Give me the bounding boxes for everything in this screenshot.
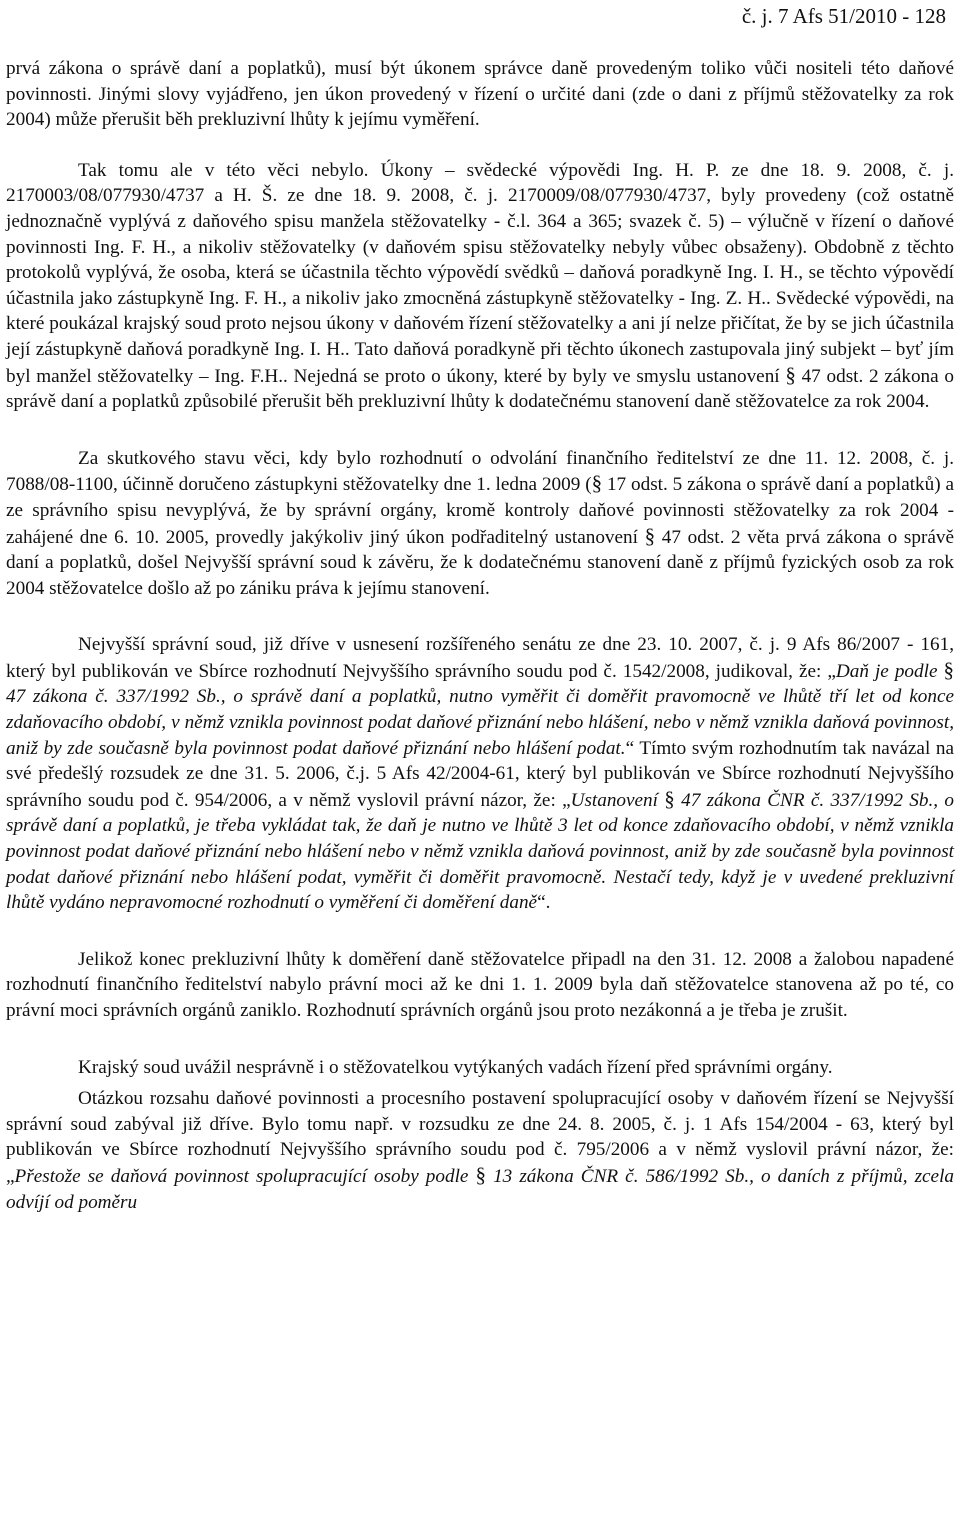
- paragraph-2: [6, 158, 954, 415]
- text-run: Nejvyšší správní soud, již dříve v usnesení rozšířeného senátu ze dne 23. 10. 2007, č. j. 9 Afs 86/2007 - 161, který byl publikován ve Sbírce rozhodnutí Nejvyššího správního soudu pod č. 1542/2008, judikoval, že: „: [6, 634, 954, 682]
- text-run: 17 odst. 5 zákona o správě daní a poplatků) a ze správního spisu nevyplývá, že by správní orgány, kromě kontroly daňové povinnosti stěžovatelky za rok 2004 - zahájené dne 6. 10. 2005, provedly jakýkoliv jiný úkon podřaditelný ustanovení: [6, 474, 955, 548]
- text-run: “.: [537, 892, 551, 914]
- italic-quote: 47 zákona ČNR č. 337/1992 Sb., o správě daní a poplatků, je třeba vykládat tak, že daň je nutno ve lhůtě 3 let od konce zdaňovacího období, v němž vznikla povinnost podat daňové přiznání nebo hlášení nebo v němž vznikla daňová povinnost, aniž by zde současně byla povinnost podat daňové přiznání nebo hlášení podat, vyměřit či doměřit pravomocně. Nestačí tedy, když je v uvedené prekluzivní lhůtě vydáno nepravomocné rozhodnutí o vyměření či doměření daně: [6, 789, 954, 914]
- italic-quote: Přestože se daňová povinnost spolupracující osoby podle: [14, 1165, 476, 1187]
- text-run: prvá zákona o správě daní a poplatků), musí být úkonem správce daně provedeným toliko vůči nositeli této daňové povinnosti. Jinými slovy vyjádřeno, jen úkon provedený v řízení o určité dani (zde o dani z příjmů stěžovatelky za rok 2004) může přerušit běh prekluzivní lhůty k jejímu vyměření.: [6, 58, 954, 131]
- case-number-header: č. j. 7 Afs 51/2010 - 128: [741, 4, 946, 28]
- paragraph-4: [6, 632, 954, 916]
- italic-quote: Ustanovení: [570, 789, 665, 811]
- text-run: Otázkou rozsahu daňové povinnosti a procesního postavení spolupracující osoby v daňovém řízení se Nejvyšší správní soud zabýval již dříve. Bylo tomu např. v rozsudku ze dne 24. 8. 2005, č. j. 1 Afs 154/2004 - 63, který byl publikován ve Sbírce rozhodnutí Nejvyššího správního soudu pod č. 795/2006 a v němž vyslovil právní názor, že: „: [6, 1088, 954, 1187]
- section-sign: §: [591, 471, 603, 496]
- text-run: Jelikož konec prekluzivní lhůty k doměření daně stěžovatelce připadl na den 31. 12. 2008 a žalobou napadené rozhodnutí finančního ředitelství nabylo právní moci až ke dni 1. 1. 2009 byla daň stěžovatelce stanovena až po té, co právní moci správních orgánů zaniklo. Rozhodnutí správních orgánů jsou proto nezákonná a je třeba je zrušit.: [6, 948, 954, 1021]
- document-body: [6, 56, 954, 1215]
- text-run: Za skutkového stavu věci, kdy bylo rozhodnutí o odvolání finančního ředitelství ze dne 11. 12. 2008, č. j. 7088/08-1100, účinně doručeno zástupkyni stěžovatelky dne 1. ledna 2009 (: [6, 447, 954, 496]
- italic-quote: 47 zákona č. 337/1992 Sb., o správě daní a poplatků, nutno vyměřit či doměřit pravomocně ve lhůtě tří let od konce zdaňovacího období, v němž vznikla povinnost podat daňové přiznání nebo hlášení, nebo v němž vznikla daňová povinnost, aniž by zde současně byla povinnost podat daňové přiznání nebo hlášení podat.: [6, 686, 954, 759]
- paragraph-3: [6, 446, 954, 602]
- paragraph-5: [6, 947, 954, 1024]
- text-run: “ Tímto svým rozhodnutím tak navázal na své předešlý rozsudek ze dne 31. 5. 2006, č.j. 5 Afs 42/2004-61, který byl publikován ve Sbírce rozhodnutí Nejvyššího správního soudu pod č. 954/2006, a v němž vyslovil právní názor, že: „: [6, 737, 954, 811]
- paragraph-6: [6, 1055, 954, 1081]
- italic-quote: 13 zákona ČNR č. 586/1992 Sb., o daních z příjmů, zcela odvíjí od poměru: [6, 1165, 954, 1213]
- text-run: 47 odst. 2 zákona o správě daní a poplatků způsobilé přerušit běh prekluzivní lhůty k dodatečnému stanovení daně stěžovatelce za rok 2004.: [6, 365, 954, 413]
- paragraph-1: [6, 56, 954, 133]
- text-run: Krajský soud uvážil nesprávně i o stěžovatelkou vytýkaných vadách řízení před správními orgány.: [78, 1056, 833, 1078]
- section-sign: §: [644, 523, 656, 548]
- section-sign: §: [664, 786, 675, 811]
- paragraph-7: [6, 1086, 954, 1215]
- section-sign: §: [785, 362, 796, 387]
- section-sign: §: [943, 657, 954, 682]
- section-sign: §: [475, 1162, 486, 1187]
- text-run: Tak tomu ale v této věci nebylo. Úkony – svědecké výpovědi Ing. H. P. ze dne 18. 9. 2008, č. j. 2170003/08/077930/4737 a H. Š. ze dne 18. 9. 2008, č. j. 2170009/08/077930/4737, byly provedeny (což ostatně jednoznačně vyplývá z daňového spisu manžela stěžovatelky - č.l. 364 a 365; svazek č. 5) – výlučně v řízení o daňové povinnosti Ing. F. H., a nikoliv stěžovatelky (v daňovém spisu stěžovatelky nebyly vůbec obsaženy). Obdobně z těchto protokolů vyplývá, že osoba, která se účastnila těchto výpovědí svědků – daňová poradkyně Ing. I. H., se těchto výpovědí účastnila jako zástupkyně Ing. F. H., a nikoliv jako zmocněná zástupkyně stěžovatelky - Ing. Z. H.. Svědecké výpovědi, na které poukázal krajský soud proto nejsou úkony v daňovém řízení stěžovatelky a ani jí nelze přičítat, že by se jich účastnila její zástupkyně daňová poradkyně Ing. I. H.. Tato daňová poradkyně při těchto úkonech zastupovala jiný subjekt – byť jím byl manžel stěžovatelky – Ing. F.H.. Nejedná se proto o úkony, které by byly ve smyslu ustanovení: [6, 159, 954, 387]
- text-run: 47 odst. 2 věta prvá zákona o správě daní a poplatků, došel Nejvyšší správní soud k závěru, že k dodatečnému stanovení daně z příjmů fyzických osob za rok 2004 stěžovatelce došlo až po zániku práva k jejímu stanovení.: [6, 526, 954, 599]
- italic-quote: Daň je podle: [835, 660, 944, 682]
